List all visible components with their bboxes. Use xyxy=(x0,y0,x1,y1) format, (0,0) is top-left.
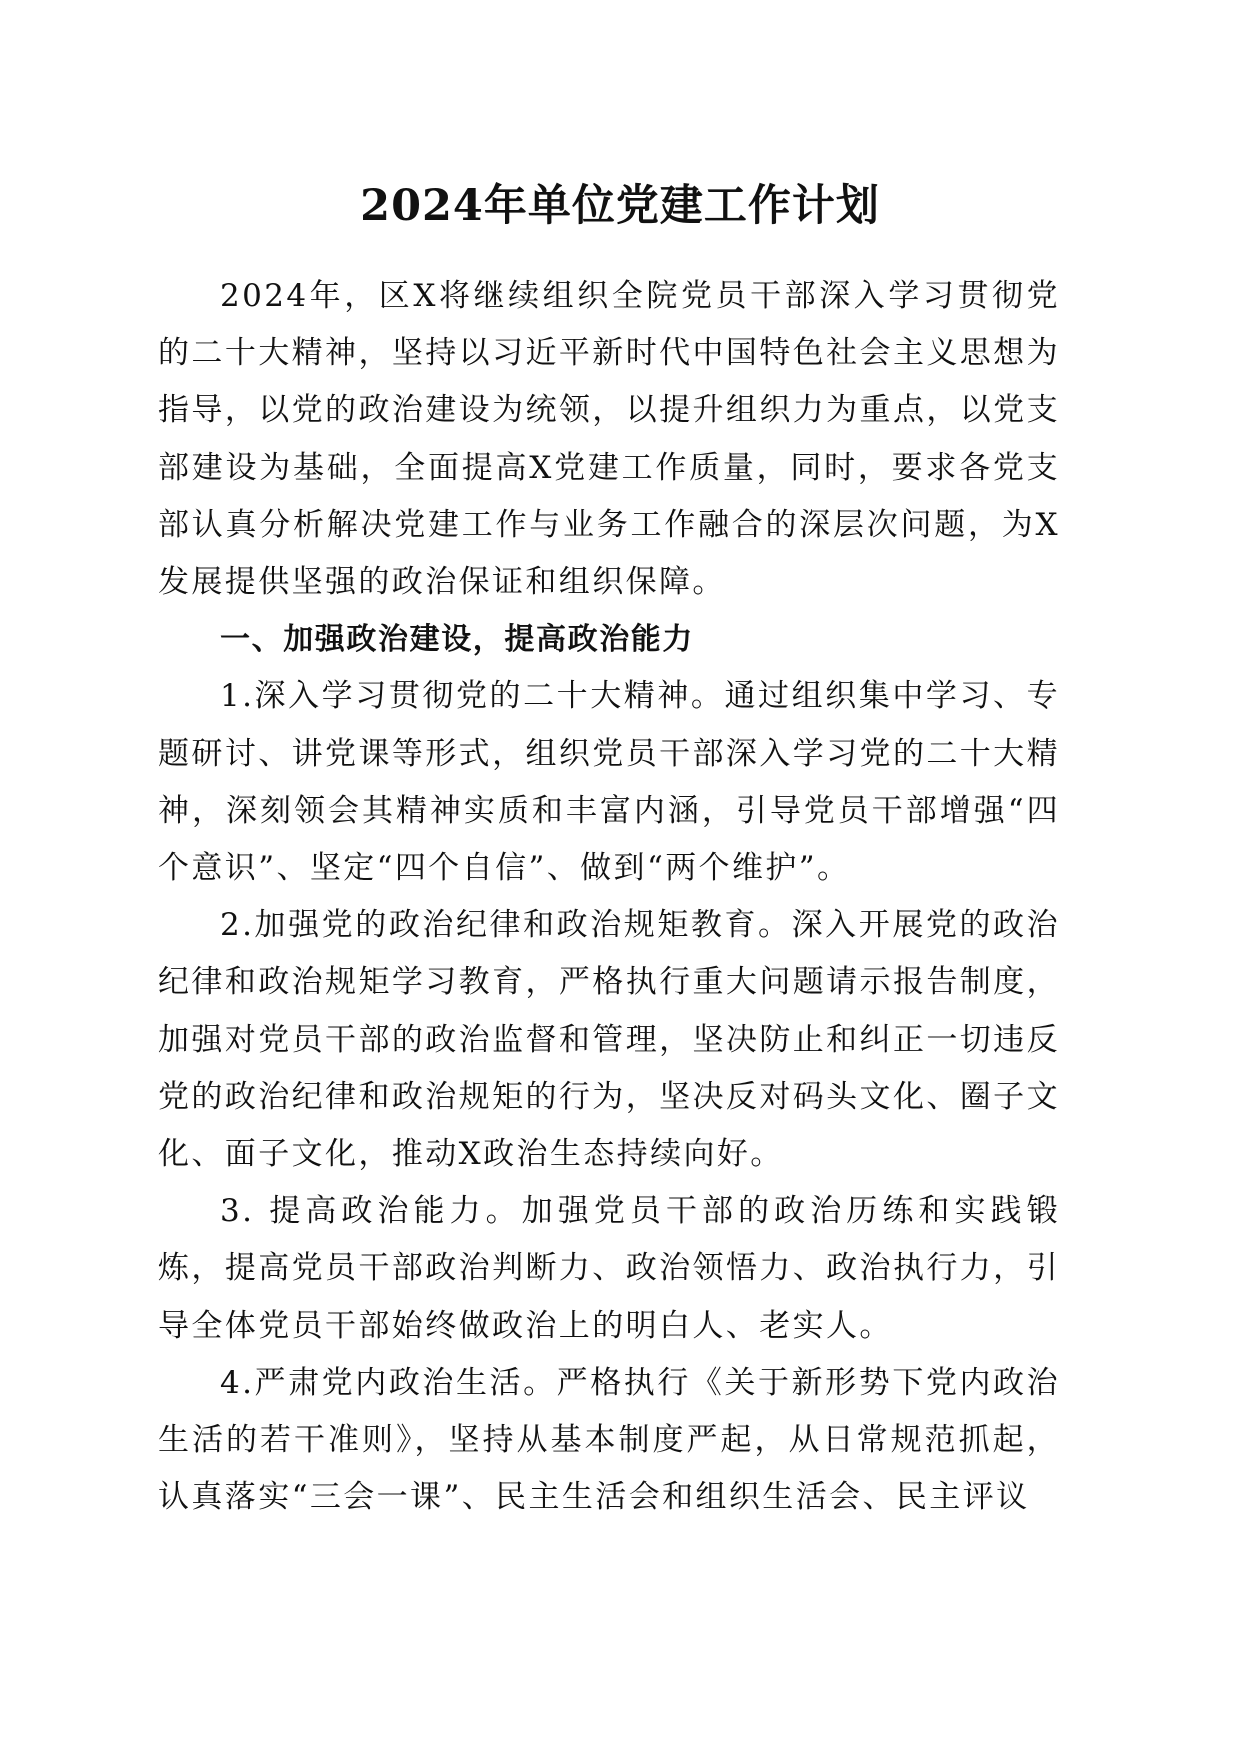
list-item-2: 2.加强党的政治纪律和政治规矩教育。深入开展党的政治纪律和政治规矩学习教育，严格执行重大问题请示报告制度，加强对党员干部的政治监督和管理，坚决防止和纠正一切违反党的政治纪律和政治规矩的行为，坚决反对码头文化、圈子文化、面子文化，推动X政治生态持续向好。 xyxy=(158,907,1060,1173)
list-item-1: 1.深入学习贯彻党的二十大精神。通过组织集中学习、专题研讨、讲党课等形式，组织党员干部深入学习党的二十大精神，深刻领会其精神实质和丰富内涵，引导党员干部增强“四个意识”、坚定“四个自信”、做到“两个维护”。 xyxy=(158,678,1060,887)
list-item-4: 4.严肃党内政治生活。严格执行《关于新形势下党内政治生活的若干准则》，坚持从基本制度严起，从日常规范抓起，认真落实“三会一课”、民主生活会和组织生活会、民主评议 xyxy=(158,1364,1060,1516)
document-body xyxy=(158,268,1060,1526)
document-title: 2024年单位党建工作计划 xyxy=(360,181,880,231)
section-heading-1: 一、加强政治建设，提高政治能力 xyxy=(220,622,694,658)
intro-paragraph: 2024年，区X将继续组织全院党员干部深入学习贯彻党的二十大精神，坚持以习近平新时代中国特色社会主义思想为指导，以党的政治建设为统领，以提升组织力为重点，以党支部建设为基础，全面提高X党建工作质量，同时，要求各党支部认真分析解决党建工作与业务工作融合的深层次问题，为X发展提供坚强的政治保证和组织保障。 xyxy=(158,278,1060,601)
list-item-3: 3. 提高政治能力。加强党员干部的政治历练和实践锻炼，提高党员干部政治判断力、政治领悟力、政治执行力，引导全体党员干部始终做政治上的明白人、老实人。 xyxy=(158,1193,1060,1344)
